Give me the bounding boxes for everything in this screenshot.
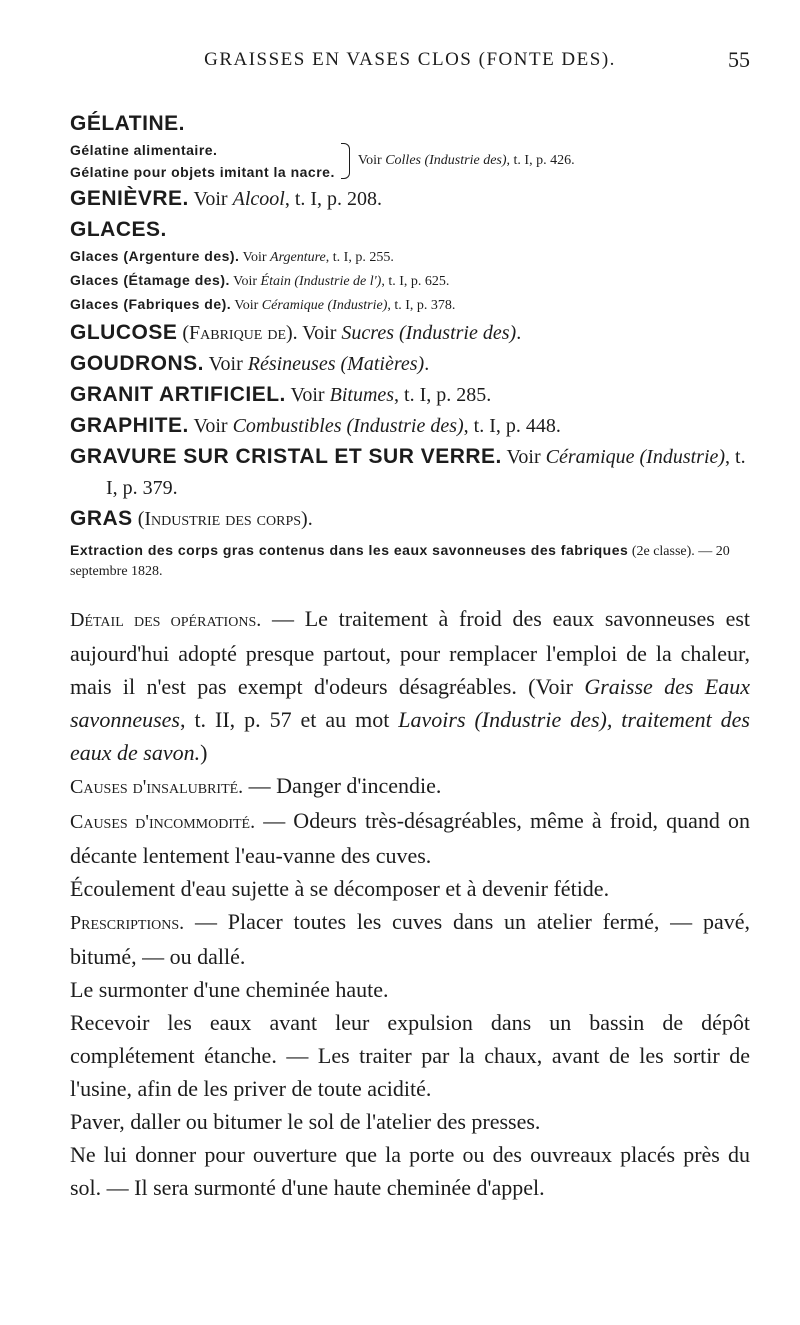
paragraph-prescriptions: Prescriptions. — Placer toutes les cuves dans un atelier fermé, — pavé, bitumé, — ou dallé. bbox=[70, 909, 750, 969]
entry-glucose: GLUCOSE (Fabrique de). Voir Sucres (Industrie des). bbox=[70, 321, 522, 344]
entry-extraction bbox=[70, 540, 750, 582]
section-label: Détail des opérations. bbox=[70, 609, 262, 631]
paragraph-incommodite: Causes d'incommodité. — Odeurs très-désagréables, même à froid, quand on décante lentement l'eau-vanne des cuves. bbox=[70, 808, 750, 868]
entry-gelatine-subgroup bbox=[70, 139, 750, 183]
entry-goudrons: GOUDRONS. Voir Résineuses (Matières). bbox=[70, 352, 430, 375]
entry-headword: GENIÈVRE. bbox=[70, 187, 189, 210]
subgroup-reference: Voir Colles (Industrie des), t. I, p. 426. bbox=[357, 153, 575, 168]
entry-headword: GOUDRONS. bbox=[70, 352, 205, 375]
page-number: 55 bbox=[728, 47, 750, 72]
extraction-classification: (2e classe). — 20 septembre 1828. bbox=[70, 544, 730, 579]
entry-headword: GLACES. bbox=[70, 218, 167, 241]
entry-headword: GÉLATINE. bbox=[70, 112, 185, 135]
paragraph-cheminee: Le surmonter d'une cheminée haute. bbox=[70, 977, 389, 1002]
subentry-glaces-fabriques: Glaces (Fabriques de). Voir Céramique (Industrie), t. I, p. 378. bbox=[70, 296, 456, 313]
entry-graphite: GRAPHITE. Voir Combustibles (Industrie des), t. I, p. 448. bbox=[70, 414, 561, 437]
entry-gravure: GRAVURE SUR CRISTAL ET SUR VERRE. Voir Céramique (Industrie), t. I, p. 379. bbox=[70, 445, 746, 499]
subentry-glaces-etamage: Glaces (Étamage des). Voir Étain (Industrie de l'), t. I, p. 625. bbox=[70, 272, 450, 289]
section-label: Prescriptions. bbox=[70, 912, 185, 934]
body-text bbox=[70, 602, 750, 1204]
entry-granit: GRANIT ARTIFICIEL. Voir Bitumes, t. I, p. 285. bbox=[70, 383, 492, 406]
subentry-glaces-argenture: Glaces (Argenture des). Voir Argenture, t. I, p. 255. bbox=[70, 248, 394, 265]
subentry-gelatine-alimentaire: Gélatine alimentaire. bbox=[70, 142, 218, 158]
entry-headword: GRAS bbox=[70, 507, 133, 530]
paragraph-ecoulement: Écoulement d'eau sujette à se décomposer et à devenir fétide. bbox=[70, 876, 610, 901]
index-entries bbox=[70, 108, 750, 582]
brace-mark bbox=[341, 143, 350, 179]
extraction-title: Extraction des corps gras contenus dans les eaux savonneuses des fabriques bbox=[70, 542, 629, 558]
running-head bbox=[70, 40, 750, 80]
paragraph-details: Détail des opérations. — Le traitement à froid des eaux savonneuses est aujourd'hui adopté presque partout, pour remplacer l'emploi de la chaleur, mais il n'est pas exempt d'odeurs désagréables. (Voir Graisse des Eaux savonneuses, t. II, p. 57 et au mot Lavoirs (Industrie des), traitement des eaux de savon.) bbox=[70, 606, 751, 765]
entry-headword: GRANIT ARTIFICIEL. bbox=[70, 383, 286, 406]
entry-genievre bbox=[70, 183, 750, 214]
paragraph-sol: Paver, daller ou bitumer le sol de l'atelier des presses. bbox=[70, 1109, 541, 1134]
section-label: Causes d'insalubrité. bbox=[70, 776, 244, 798]
paragraph-bassin: Recevoir les eaux avant leur expulsion dans un bassin de dépôt complétement étanche. — Les traiter par la chaux, avant de les sortir de l'usine, afin de les priver de toute acidité. bbox=[70, 1010, 750, 1101]
entry-gelatine bbox=[70, 108, 750, 139]
subentry-gelatine-nacre: Gélatine pour objets imitant la nacre. bbox=[70, 164, 335, 180]
entry-glaces bbox=[70, 214, 750, 245]
paragraph-ouverture: Ne lui donner pour ouverture que la porte ou des ouvreaux placés près du sol. — Il sera surmonté d'une haute cheminée d'appel. bbox=[70, 1142, 750, 1200]
running-head-title: GRAISSES EN VASES CLOS (FONTE DES). bbox=[204, 49, 616, 70]
entry-gras: GRAS (Industrie des corps). bbox=[70, 507, 313, 530]
paragraph-insalubrite: Causes d'insalubrité. — Danger d'incendie. bbox=[70, 773, 442, 798]
entry-headword: GLUCOSE bbox=[70, 321, 178, 344]
entry-headword: GRAPHITE. bbox=[70, 414, 189, 437]
entry-reference: Voir Alcool, t. I, p. 208. bbox=[188, 188, 383, 210]
section-label: Causes d'incommodité. bbox=[70, 811, 256, 833]
entry-headword: GRAVURE SUR CRISTAL ET SUR VERRE. bbox=[70, 445, 502, 468]
